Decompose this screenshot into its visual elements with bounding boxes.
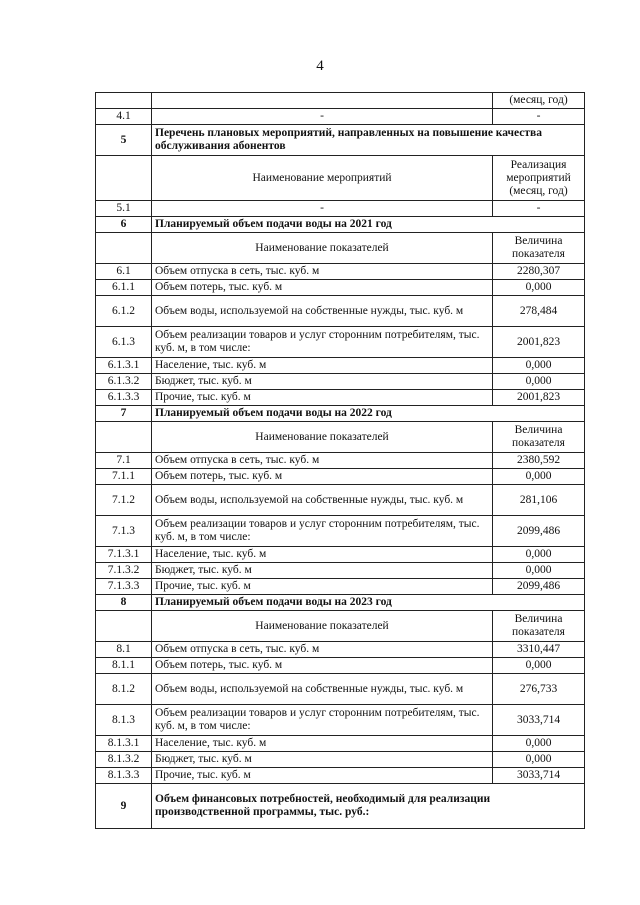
row-name-cell: Прочие, тыс. куб. м xyxy=(152,579,493,595)
section-number: 7 xyxy=(96,406,152,422)
row-number-cell: 6.1 xyxy=(96,264,152,280)
row-number-cell: 7.1 xyxy=(96,453,152,469)
header-name-cell: Наименование показателей xyxy=(152,233,493,264)
section-title: Перечень плановых мероприятий, направленных на повышение качества обслуживания абонентов xyxy=(152,125,585,156)
row-number-cell: 6.1.1 xyxy=(96,280,152,296)
row-name-cell xyxy=(152,93,493,109)
row-name-cell: Объем реализации товаров и услуг сторонним потребителям, тыс. куб. м, в том числе: xyxy=(152,705,493,736)
row-number-cell: 8.1.3.2 xyxy=(96,752,152,768)
page-number: 4 xyxy=(316,58,324,74)
row-value-cell: (месяц, год) xyxy=(493,93,585,109)
header-name-cell: Наименование мероприятий xyxy=(152,156,493,201)
table-row xyxy=(96,485,585,516)
row-name-cell: Объем воды, используемой на собственные нужды, тыс. куб. м xyxy=(152,674,493,705)
production-program-table xyxy=(95,92,585,829)
row-name-cell: Объем отпуска в сеть, тыс. куб. м xyxy=(152,264,493,280)
row-name-cell: Объем отпуска в сеть, тыс. куб. м xyxy=(152,453,493,469)
row-value-cell: 0,000 xyxy=(493,658,585,674)
table-row xyxy=(96,768,585,784)
row-value-cell: 3033,714 xyxy=(493,768,585,784)
table-row xyxy=(96,296,585,327)
table-row xyxy=(96,705,585,736)
table-row xyxy=(96,390,585,406)
table-row xyxy=(96,516,585,547)
section-header-row xyxy=(96,217,585,233)
section-number: 6 xyxy=(96,217,152,233)
section-header-row xyxy=(96,406,585,422)
row-number-cell: 6.1.2 xyxy=(96,296,152,327)
table-row xyxy=(96,674,585,705)
row-value-cell: 0,000 xyxy=(493,358,585,374)
table-row xyxy=(96,563,585,579)
row-value-cell: 278,484 xyxy=(493,296,585,327)
row-name-cell: Объем потерь, тыс. куб. м xyxy=(152,280,493,296)
section-title: Объем финансовых потребностей, необходимый для реализации производственной программы, тыс. руб.: xyxy=(152,784,585,829)
row-number-cell: 5.1 xyxy=(96,201,152,217)
row-value-cell: 0,000 xyxy=(493,280,585,296)
section-title: Планируемый объем подачи воды на 2022 год xyxy=(152,406,585,422)
table-row xyxy=(96,736,585,752)
row-value-cell: 0,000 xyxy=(493,752,585,768)
table-row xyxy=(96,752,585,768)
section-header-row xyxy=(96,595,585,611)
row-number-cell: 8.1.1 xyxy=(96,658,152,674)
table-row xyxy=(96,93,585,109)
row-name-cell: Бюджет, тыс. куб. м xyxy=(152,752,493,768)
row-value-cell: 0,000 xyxy=(493,563,585,579)
row-number-cell: 4.1 xyxy=(96,109,152,125)
row-number-cell: 6.1.3.1 xyxy=(96,358,152,374)
column-header-row xyxy=(96,233,585,264)
row-value-cell: - xyxy=(493,109,585,125)
header-empty-cell xyxy=(96,233,152,264)
row-value-cell: 2001,823 xyxy=(493,327,585,358)
row-number-cell: 7.1.3.2 xyxy=(96,563,152,579)
row-number-cell xyxy=(96,93,152,109)
row-name-cell: Объем реализации товаров и услуг сторонним потребителям, тыс. куб. м, в том числе: xyxy=(152,327,493,358)
section-header-row xyxy=(96,125,585,156)
column-header-row xyxy=(96,422,585,453)
table-row xyxy=(96,280,585,296)
row-name-cell: Бюджет, тыс. куб. м xyxy=(152,563,493,579)
row-name-cell: Население, тыс. куб. м xyxy=(152,736,493,752)
table-row xyxy=(96,469,585,485)
table-row xyxy=(96,201,585,217)
row-number-cell: 7.1.1 xyxy=(96,469,152,485)
header-empty-cell xyxy=(96,422,152,453)
row-name-cell: Прочие, тыс. куб. м xyxy=(152,390,493,406)
row-number-cell: 6.1.3 xyxy=(96,327,152,358)
table-row xyxy=(96,642,585,658)
row-value-cell: 276,733 xyxy=(493,674,585,705)
header-value-cell: Величина показателя xyxy=(493,611,585,642)
row-value-cell: 2001,823 xyxy=(493,390,585,406)
row-value-cell: 2099,486 xyxy=(493,516,585,547)
row-number-cell: 8.1.3.3 xyxy=(96,768,152,784)
section-title: Планируемый объем подачи воды на 2023 год xyxy=(152,595,585,611)
row-value-cell: 2099,486 xyxy=(493,579,585,595)
header-empty-cell xyxy=(96,611,152,642)
row-number-cell: 7.1.3 xyxy=(96,516,152,547)
row-value-cell: - xyxy=(493,201,585,217)
row-value-cell: 0,000 xyxy=(493,469,585,485)
row-name-cell: Объем потерь, тыс. куб. м xyxy=(152,658,493,674)
row-number-cell: 8.1.2 xyxy=(96,674,152,705)
row-value-cell: 2280,307 xyxy=(493,264,585,280)
section-header-row xyxy=(96,784,585,829)
column-header-row xyxy=(96,156,585,201)
table-row xyxy=(96,453,585,469)
section-number: 8 xyxy=(96,595,152,611)
header-empty-cell xyxy=(96,156,152,201)
section-title: Планируемый объем подачи воды на 2021 год xyxy=(152,217,585,233)
row-name-cell: Объем отпуска в сеть, тыс. куб. м xyxy=(152,642,493,658)
table-row xyxy=(96,374,585,390)
row-name-cell: Прочие, тыс. куб. м xyxy=(152,768,493,784)
column-header-row xyxy=(96,611,585,642)
row-name-cell: Бюджет, тыс. куб. м xyxy=(152,374,493,390)
row-value-cell: 2380,592 xyxy=(493,453,585,469)
header-value-cell: Реализация мероприятий (месяц, год) xyxy=(493,156,585,201)
row-value-cell: 281,106 xyxy=(493,485,585,516)
header-name-cell: Наименование показателей xyxy=(152,422,493,453)
header-name-cell: Наименование показателей xyxy=(152,611,493,642)
row-value-cell: 0,000 xyxy=(493,736,585,752)
row-name-cell: - xyxy=(152,109,493,125)
row-value-cell: 3310,447 xyxy=(493,642,585,658)
table-row xyxy=(96,547,585,563)
row-number-cell: 7.1.3.3 xyxy=(96,579,152,595)
table-row xyxy=(96,327,585,358)
row-number-cell: 8.1.3 xyxy=(96,705,152,736)
row-number-cell: 6.1.3.3 xyxy=(96,390,152,406)
section-number: 9 xyxy=(96,784,152,829)
row-value-cell: 3033,714 xyxy=(493,705,585,736)
row-number-cell: 8.1.3.1 xyxy=(96,736,152,752)
row-number-cell: 6.1.3.2 xyxy=(96,374,152,390)
header-value-cell: Величина показателя xyxy=(493,233,585,264)
row-name-cell: Объем реализации товаров и услуг сторонним потребителям, тыс. куб. м, в том числе: xyxy=(152,516,493,547)
row-name-cell: Объем потерь, тыс. куб. м xyxy=(152,469,493,485)
header-value-cell: Величина показателя xyxy=(493,422,585,453)
row-name-cell: Объем воды, используемой на собственные нужды, тыс. куб. м xyxy=(152,296,493,327)
row-name-cell: - xyxy=(152,201,493,217)
table-row xyxy=(96,358,585,374)
row-name-cell: Население, тыс. куб. м xyxy=(152,547,493,563)
table-row xyxy=(96,109,585,125)
row-number-cell: 7.1.2 xyxy=(96,485,152,516)
table-row xyxy=(96,579,585,595)
row-value-cell: 0,000 xyxy=(493,547,585,563)
row-name-cell: Население, тыс. куб. м xyxy=(152,358,493,374)
row-value-cell: 0,000 xyxy=(493,374,585,390)
row-name-cell: Объем воды, используемой на собственные нужды, тыс. куб. м xyxy=(152,485,493,516)
table-row xyxy=(96,264,585,280)
section-number: 5 xyxy=(96,125,152,156)
row-number-cell: 8.1 xyxy=(96,642,152,658)
table-row xyxy=(96,658,585,674)
row-number-cell: 7.1.3.1 xyxy=(96,547,152,563)
